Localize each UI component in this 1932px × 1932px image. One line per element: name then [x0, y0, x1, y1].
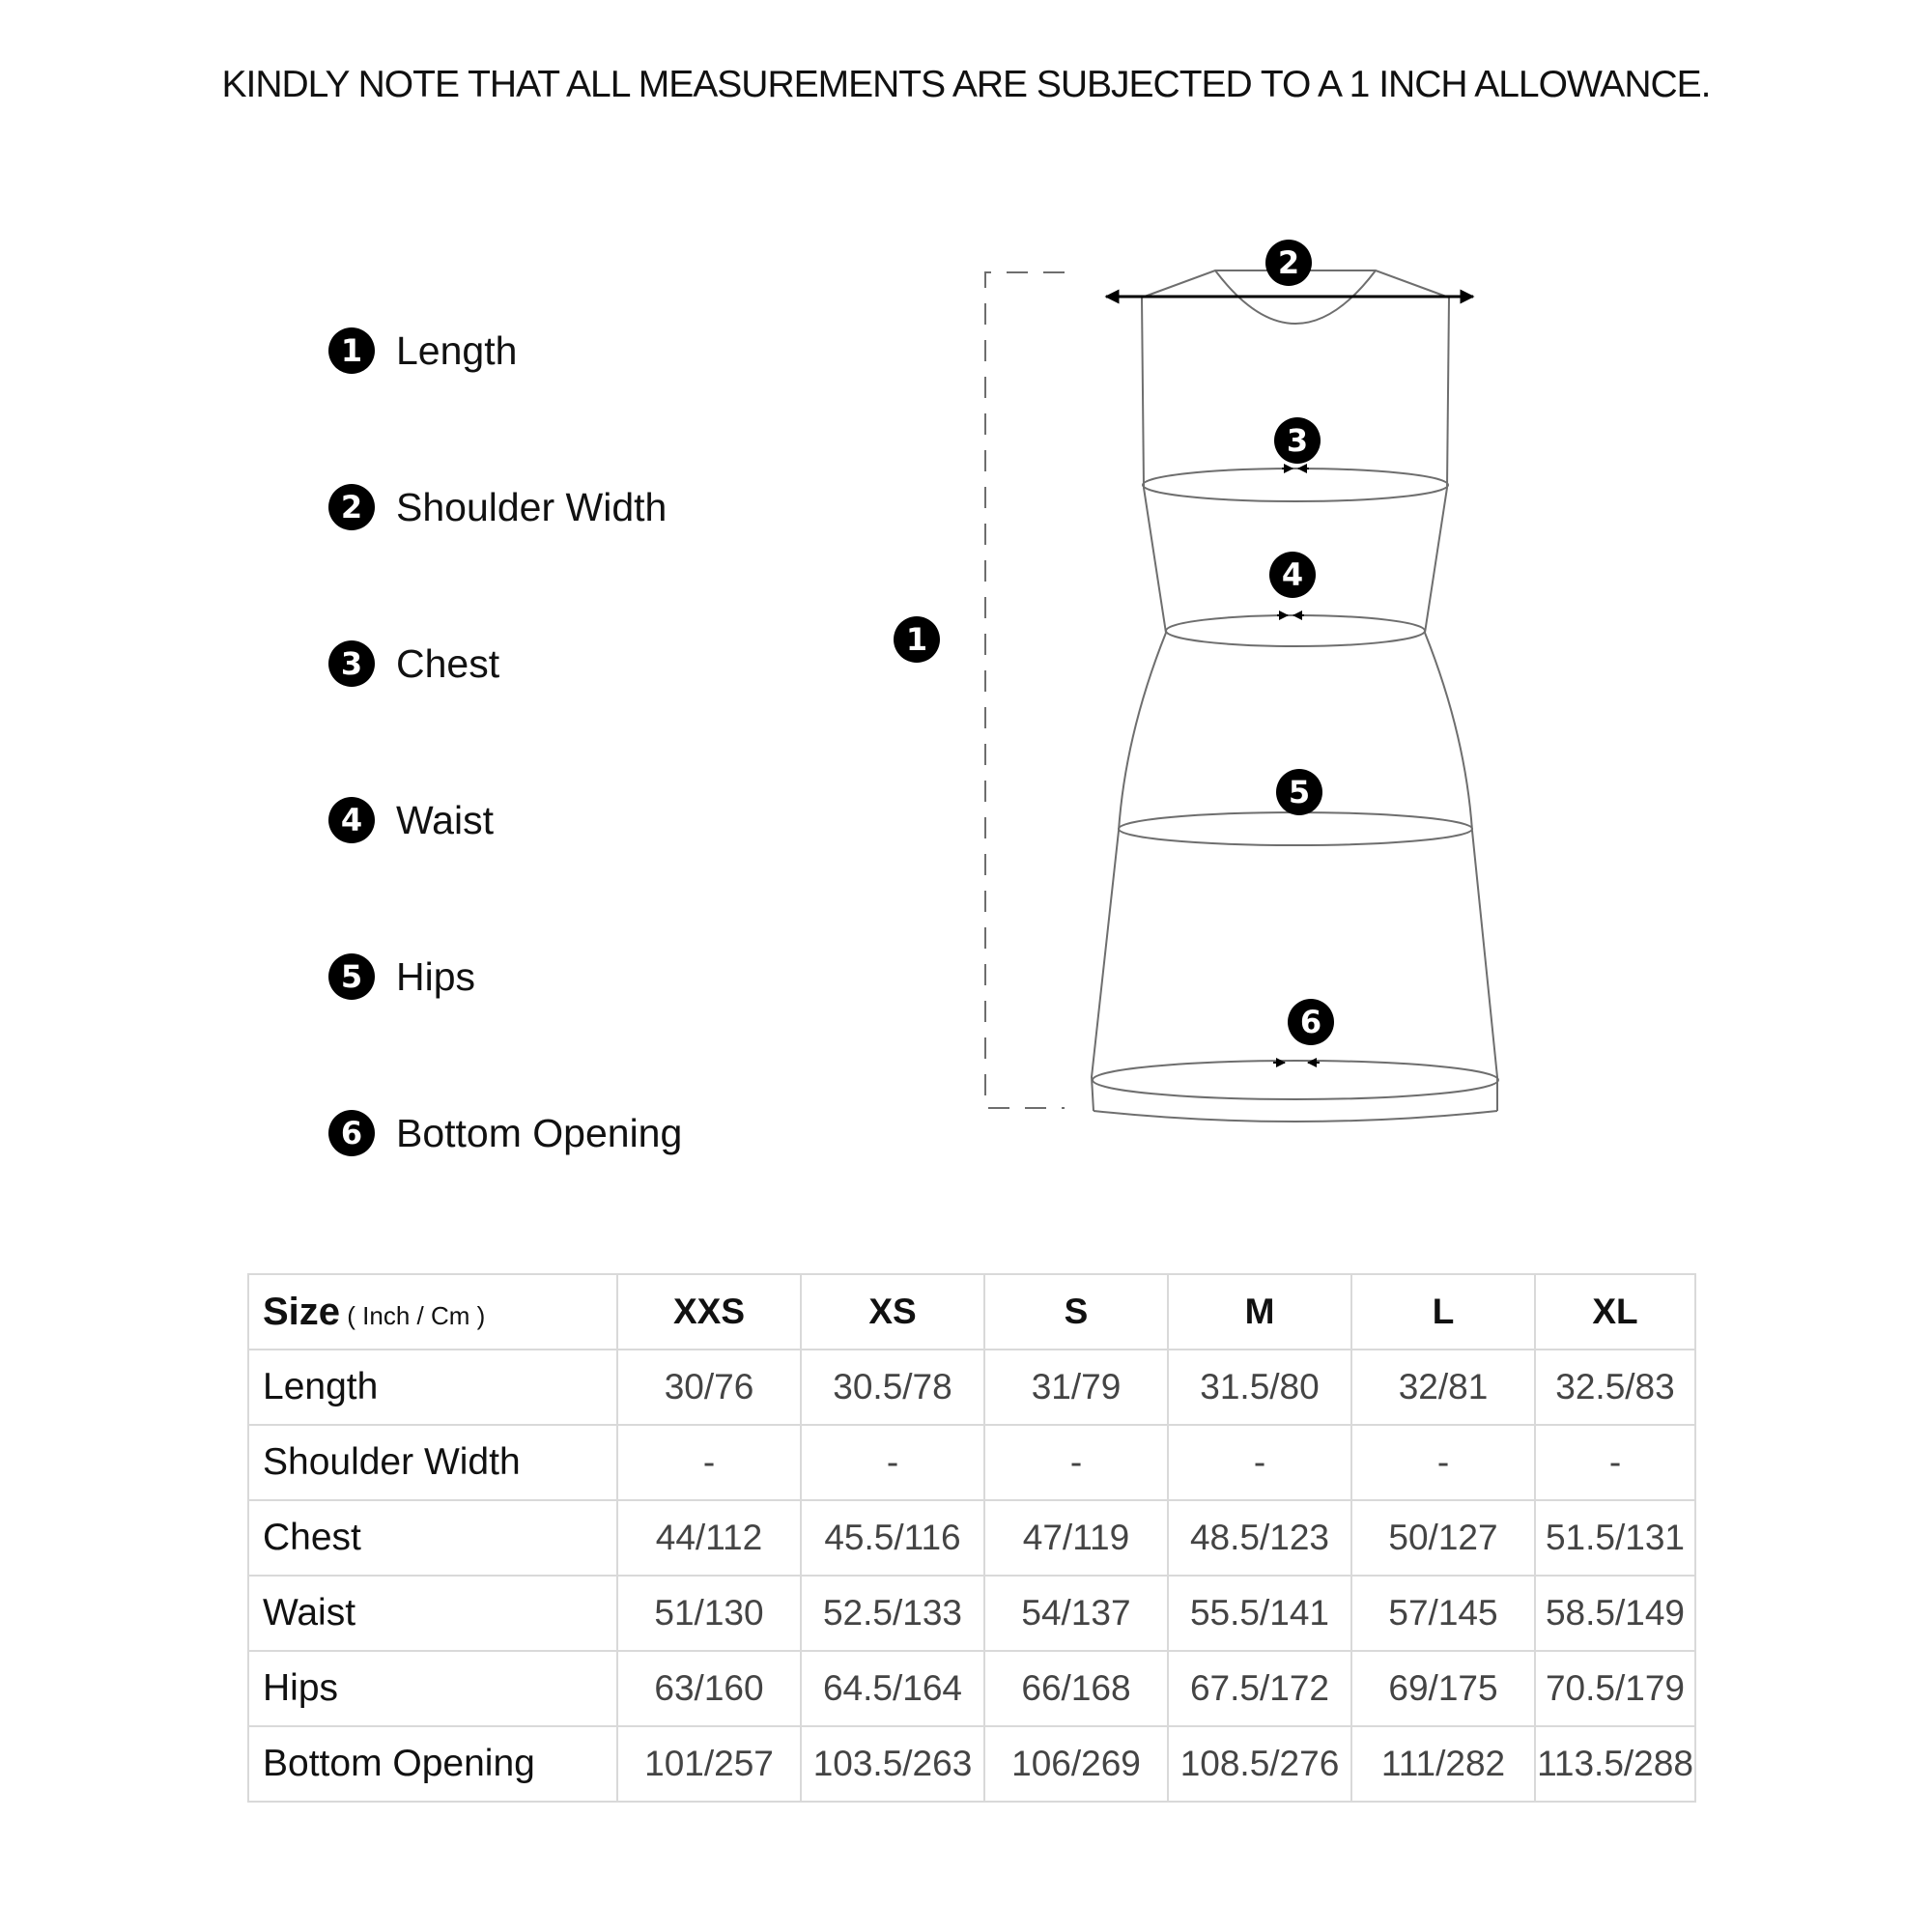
table-cell: 101/257: [617, 1726, 801, 1802]
marker-6: [1288, 999, 1334, 1045]
table-cell: 113.5/288: [1535, 1726, 1695, 1802]
table-cell: 47/119: [984, 1500, 1168, 1576]
table-cell: 51.5/131: [1535, 1500, 1695, 1576]
size-unit-label: ( Inch / Cm ): [340, 1300, 486, 1330]
marker-2: [1265, 240, 1312, 286]
marker-4: [1269, 552, 1316, 598]
table-cell: 31.5/80: [1168, 1350, 1351, 1425]
number-4-badge: 4: [328, 797, 375, 843]
bottom-opening-ellipse: [1093, 1061, 1498, 1099]
size-table: [247, 1273, 1696, 1803]
table-cell: 48.5/123: [1168, 1500, 1351, 1576]
svg-text:6: 6: [1299, 1004, 1322, 1040]
table-cell: 64.5/164: [801, 1651, 984, 1726]
table-cell: 63/160: [617, 1651, 801, 1726]
legend-label: Waist: [396, 797, 494, 842]
bodice-left-side: [1142, 298, 1166, 633]
bodice-right-side: [1425, 298, 1449, 633]
skirt-left-side: [1092, 633, 1166, 1111]
table-cell: 44/112: [617, 1500, 801, 1576]
legend-label: Chest: [396, 640, 500, 686]
table-cell: 30/76: [617, 1350, 801, 1425]
row-label: Chest: [248, 1500, 617, 1576]
table-cell: 51/130: [617, 1576, 801, 1651]
length-bracket: [985, 272, 1065, 1108]
allowance-note: KINDLY NOTE THAT ALL MEASUREMENTS ARE SUBJECTED TO A 1 INCH ALLOWANCE.: [221, 64, 1711, 105]
legend-label: Length: [396, 327, 518, 373]
svg-text:1: 1: [905, 621, 928, 658]
table-row: [248, 1726, 1695, 1802]
legend-label: Shoulder Width: [396, 484, 668, 529]
table-row: [248, 1350, 1695, 1425]
size-column-header: L: [1351, 1274, 1535, 1350]
table-cell: 111/282: [1351, 1726, 1535, 1802]
size-column-header: S: [984, 1274, 1168, 1350]
legend-label: Bottom Opening: [396, 1110, 683, 1155]
marker-5: [1276, 769, 1322, 815]
table-cell: 106/269: [984, 1726, 1168, 1802]
size-column-header: XL: [1535, 1274, 1695, 1350]
size-column-header: XS: [801, 1274, 984, 1350]
number-3-badge: 3: [328, 640, 375, 687]
table-cell: 69/175: [1351, 1651, 1535, 1726]
table-cell: 103.5/263: [801, 1726, 984, 1802]
table-cell: -: [1351, 1425, 1535, 1500]
svg-text:3: 3: [1286, 422, 1309, 459]
table-cell: 70.5/179: [1535, 1651, 1695, 1726]
svg-text:2: 2: [1277, 244, 1300, 281]
skirt-right-side: [1425, 633, 1497, 1111]
size-table-container: [247, 1273, 1696, 1803]
table-row: [248, 1500, 1695, 1576]
table-cell: 58.5/149: [1535, 1576, 1695, 1651]
hem-line: [1094, 1111, 1497, 1122]
table-cell: -: [984, 1425, 1168, 1500]
size-header-label: Size: [263, 1290, 341, 1333]
waist-ellipse: [1166, 615, 1425, 646]
hips-ellipse: [1119, 812, 1472, 845]
table-cell: 50/127: [1351, 1500, 1535, 1576]
dress-outline: [985, 270, 1498, 1122]
table-cell: 30.5/78: [801, 1350, 984, 1425]
number-6-badge: 6: [328, 1110, 375, 1156]
table-row: [248, 1576, 1695, 1651]
number-2-badge: 2: [328, 484, 375, 530]
table-cell: 108.5/276: [1168, 1726, 1351, 1802]
row-label: Shoulder Width: [248, 1425, 617, 1500]
row-label: Length: [248, 1350, 617, 1425]
table-cell: 31/79: [984, 1350, 1168, 1425]
table-cell: 45.5/116: [801, 1500, 984, 1576]
row-label: Waist: [248, 1576, 617, 1651]
table-cell: 54/137: [984, 1576, 1168, 1651]
number-5-badge: 5: [328, 953, 375, 1000]
marker-3: [1274, 417, 1321, 464]
table-cell: 55.5/141: [1168, 1576, 1351, 1651]
size-column-header: M: [1168, 1274, 1351, 1350]
size-column-header: XXS: [617, 1274, 801, 1350]
marker-1: [894, 616, 940, 663]
table-cell: -: [617, 1425, 801, 1500]
table-cell: 32/81: [1351, 1350, 1535, 1425]
row-label: Hips: [248, 1651, 617, 1726]
legend-label: Hips: [396, 953, 476, 999]
diagram-markers: [894, 240, 1334, 1045]
table-cell: 52.5/133: [801, 1576, 984, 1651]
table-cell: 57/145: [1351, 1576, 1535, 1651]
svg-text:5: 5: [1288, 774, 1311, 810]
chest-ellipse: [1143, 469, 1448, 501]
number-1-badge: 1: [328, 327, 375, 374]
table-cell: -: [1168, 1425, 1351, 1500]
table-cell: 32.5/83: [1535, 1350, 1695, 1425]
table-cell: -: [1535, 1425, 1695, 1500]
table-header-row: [248, 1274, 1695, 1350]
table-cell: -: [801, 1425, 984, 1500]
size-header-cell: [248, 1274, 617, 1350]
table-row: [248, 1425, 1695, 1500]
table-row: [248, 1651, 1695, 1726]
svg-text:4: 4: [1281, 556, 1304, 593]
row-label: Bottom Opening: [248, 1726, 617, 1802]
table-cell: 67.5/172: [1168, 1651, 1351, 1726]
table-cell: 66/168: [984, 1651, 1168, 1726]
